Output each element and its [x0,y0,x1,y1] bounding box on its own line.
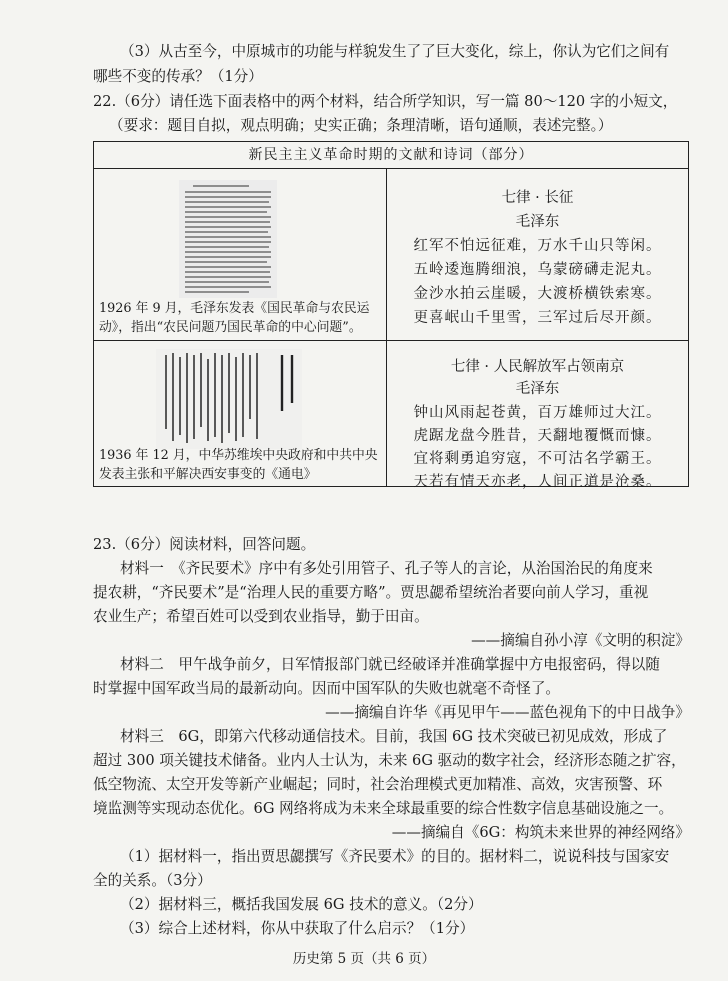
question1-line1: （1）据材料一，指出贾思勰撰写《齐民要术》的目的。据材料二，说说科技与国家安 [120,848,670,865]
material1-source: ——摘编自孙小淳《文明的积淀》 [471,632,690,649]
q23-title: 23.（6分）阅读材料，回答问题。 [93,536,316,553]
material3-line2: 超过 300 项关键技术储备。业内人士认为，未来 6G 驱动的数字社会，经济形态随之扩容， [93,752,686,769]
poem2-line: 天若有情天亦老，人间正道是沧桑。 [413,474,662,490]
poem1-line: 红军不怕远征难，万水千山只等闲。 [413,238,662,254]
question2: （2）据材料三，概括我国发展 6G 技术的意义。（2分） [120,896,483,913]
poem1-title: 七律 · 长征 [501,190,574,206]
question3: （3）综合上述材料，你从中获取了什么启示？（1分） [120,920,475,937]
poem2-line: 钟山风雨起苍黄，百万雄师过大江。 [413,405,662,421]
q21-3-line1: （3）从古至今，中原城市的功能与样貌发生了了巨大变化，综上，你认为它们之间有 [120,43,670,60]
material3-line3: 低空物流、太空开发等新产业崛起；同时，社会治理模式更加精准、高效，灾害预警、环 [93,776,663,793]
document-1936-telegram-image [156,349,302,449]
material1-line1: 材料一 《齐民要术》序中有多处引用管子、孔子等人的言论，从治国治民的角度来 [120,560,653,577]
material1-line3: 农业生产；希望百姓可以受到农业指导，勤于田亩。 [93,608,429,625]
doc2-caption-line1: 1936 年 12 月，中华苏维埃中央政府和中共中央 [99,448,378,463]
material1-line2: 提农耕，“齐民要术”是“治理人民的重要方略”。贾思勰希望统治者要向前人学习，重视 [93,584,649,601]
cell-doc2 [94,341,386,487]
material3-line1: 材料三 6G，即第六代移动通信技术。目前，我国 6G 技术突破已初见成效，形成了 [120,728,668,745]
poem1-line: 更喜岷山千里雪，三军过后尽开颜。 [413,310,662,326]
poem1-author: 毛泽东 [515,214,560,230]
material3-source: ——摘编自《6G：构筑未来世界的神经网络》 [391,824,690,841]
page-footer: 历史第 5 页（共 6 页） [292,951,436,967]
q21-3-line2: 哪些不变的传承？（1分） [93,68,263,85]
material2-source: ——摘编自许华《再见甲午——蓝色视角下的中日战争》 [325,704,690,721]
poem2-author: 毛泽东 [515,381,560,397]
material2-line1: 材料二 甲午战争前夕，日军情报部门就已经破译并准确掌握中方电报密码，得以随 [120,656,660,673]
document-1926-image [179,180,277,298]
poem1-line: 五岭逶迤腾细浪，乌蒙磅礴走泥丸。 [413,262,662,278]
doc1-caption-line1: 1926 年 9 月，毛泽东发表《国民革命与农民运 [99,301,370,316]
question1-line2: 全的关系。（3分） [93,872,212,889]
table-header: 新民主主义革命时期的文献和诗词（部分） [94,142,688,169]
doc1-caption-line2: 动》，指出“农民问题乃国民革命的中心问题”。 [99,320,362,335]
poem2-line: 宜将剩勇追穷寇，不可沽名学霸王。 [413,451,662,467]
material2-line2: 时掌握中国军政当局的最新动向。因而中国军队的失败也就毫不奇怪了。 [93,680,561,697]
cell-poem2 [387,341,688,490]
cell-poem1 [387,168,688,340]
materials-table [93,141,689,490]
q22-line2: （要求：题目自拟，观点明确；史实正确；条理清晰，语句通顺，表述完整。） [109,117,613,134]
q22-line1: 22.（6分）请任选下面表格中的两个材料，结合所学知识，写一篇 80～120 字的小短文， [93,93,678,110]
poem2-title: 七律 · 人民解放军占领南京 [450,359,625,375]
poem1-line: 金沙水拍云崖暖，大渡桥横铁索寒。 [413,286,662,302]
doc2-caption-line2: 发表主张和平解决西安事变的《通电》 [99,467,317,482]
poem2-line: 虎踞龙盘今胜昔，天翻地覆慨而慷。 [413,428,662,444]
cell-doc1 [94,168,386,340]
material3-line4: 境监测等实现动态优化。6G 网络将成为未来全球最重要的综合性数字信息基础设施之一。 [93,800,674,817]
